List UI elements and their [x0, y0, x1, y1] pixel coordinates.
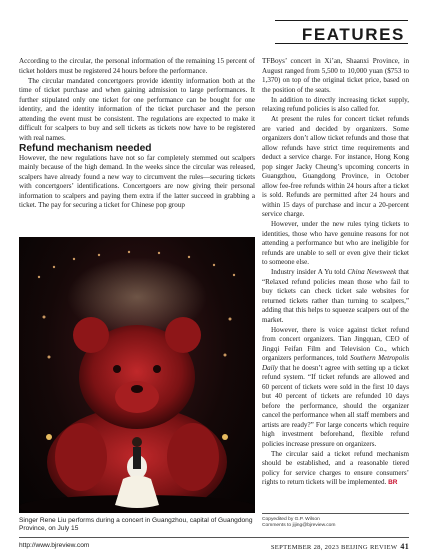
text-run: The circular said a ticket refund mechanism should be established, and a reasonable tiered policy for service charges to ensure consumers’ rights to return tickets will be implemented.	[262, 449, 409, 486]
footer-url[interactable]: http://www.bjreview.com	[19, 542, 90, 549]
publication-name: China Newsweek	[347, 268, 397, 276]
footer-issue	[271, 542, 409, 551]
body-paragraph: At present the rules for concert ticket refunds are varied and decided by organizers. Some organizers don’t allow ticket refunds and those that allow refunds have strict time requirements and deduct a service charge. For instance, Hong Kong pop singer Jacky Cheung’s upcoming concerts in Guangzhou, Guangdong Province, in October allow fee-free refunds within 24 hours after a ticket is sold. Refunds are permitted after 24 hours and within 15 days of purchase and incur a 20-percent service charge.	[262, 115, 409, 218]
text-run: that “Relaxed refund policies mean those who fail to buy tickets can check ticket sale websites for returned tickets rather than turning to scalpers,” adding that this helps to squeeze scalpers out of the market.	[262, 268, 409, 324]
left-column	[19, 57, 255, 211]
copyedit-note	[262, 517, 409, 530]
body-paragraph: According to the circular, the personal information of the remaining 15 percent of ticket holders must be registered 24 hours before the performance.	[19, 57, 255, 75]
end-mark: BR	[388, 479, 398, 486]
text-run: Industry insider A Yu told	[271, 268, 348, 276]
copyedit-line: Copyedited by G.P. Wilson	[262, 517, 320, 522]
publication-name: Southern Metropolis Daily	[262, 354, 409, 372]
text-run: that he doesn’t agree with setting up a ticket refund system. “If ticket refunds are allowed and 60 percent of tickets were sold in the first 10 days but 40 percent of tickets are refunded 10 days before the performance, should the organizer cancel the performance when all staff members and artists are ready?” For large concerts which require high investment beforehand, flexible refund policies increase pressure on organizers.	[262, 363, 409, 448]
issue-line: SEPTEMBER 28, 2023 BEIJING REVIEW	[270, 544, 398, 551]
text-run: However, there is voice against ticket refund from concert organizers. Tian Jingquan, CEO of Jingqi Feifan Film and Television Co., which organizers performances, told	[262, 325, 409, 362]
body-paragraph: In addition to directly increasing ticket supply, relaxing refund policies is also called for.	[262, 95, 409, 113]
section-title: FEATURES	[301, 25, 405, 44]
concert-scene-illustration	[19, 237, 255, 513]
body-paragraph	[262, 326, 409, 450]
body-paragraph: However, the new regulations have not so far completely stemmed out scalpers mainly because of the high demand. In the weeks since the circular was released, scalpers have already found a new way to circumvent the rules—securing tickets with concertgoers’ identifications. Concertgoers are now giving their personal information to scalpers and paying them extra if the latter succeed in grabbing a ticket. The pay for securing a ticket for Chinese pop group	[19, 153, 255, 209]
comments-line: Comments to jijing@bjreview.com	[262, 523, 336, 529]
concert-photo	[19, 237, 255, 513]
footer-divider	[19, 537, 409, 538]
right-column	[262, 57, 409, 488]
body-paragraph	[262, 450, 409, 488]
divider	[262, 513, 409, 514]
subheading: Refund mechanism needed	[19, 142, 152, 154]
body-paragraph: The circular mandated concertgoers provide identity information both at the time of ticket purchase and when gaining admission to large performances. It further stipulated only one ticket for one performance can be bought for one identity, and the identity information of the ticket purchaser and the person attending the event must be consistent. The regulations are expected to make it difficult for scalpers to buy and sell tickets as tickets now have to be registered with real names.	[19, 76, 255, 142]
body-paragraph	[262, 268, 409, 325]
photo-caption: Singer Rene Liu performs during a concert in Guangzhou, capital of Guangdong Province, on July 15	[19, 517, 253, 533]
body-paragraph: TFBoys’ concert in Xi’an, Shaanxi Province, in August ranged from 5,500 to 10,000 yuan ($753 to 1,370) on top of the original ticket price, based on the position of the seats.	[262, 57, 409, 94]
body-paragraph: However, under the new rules tying tickets to identities, those who have genuine reasons for not attending a performance but who are ineligible for refunds are unable to sell or even give their ticket to someone else.	[262, 220, 409, 266]
page-number: 41	[400, 542, 409, 551]
